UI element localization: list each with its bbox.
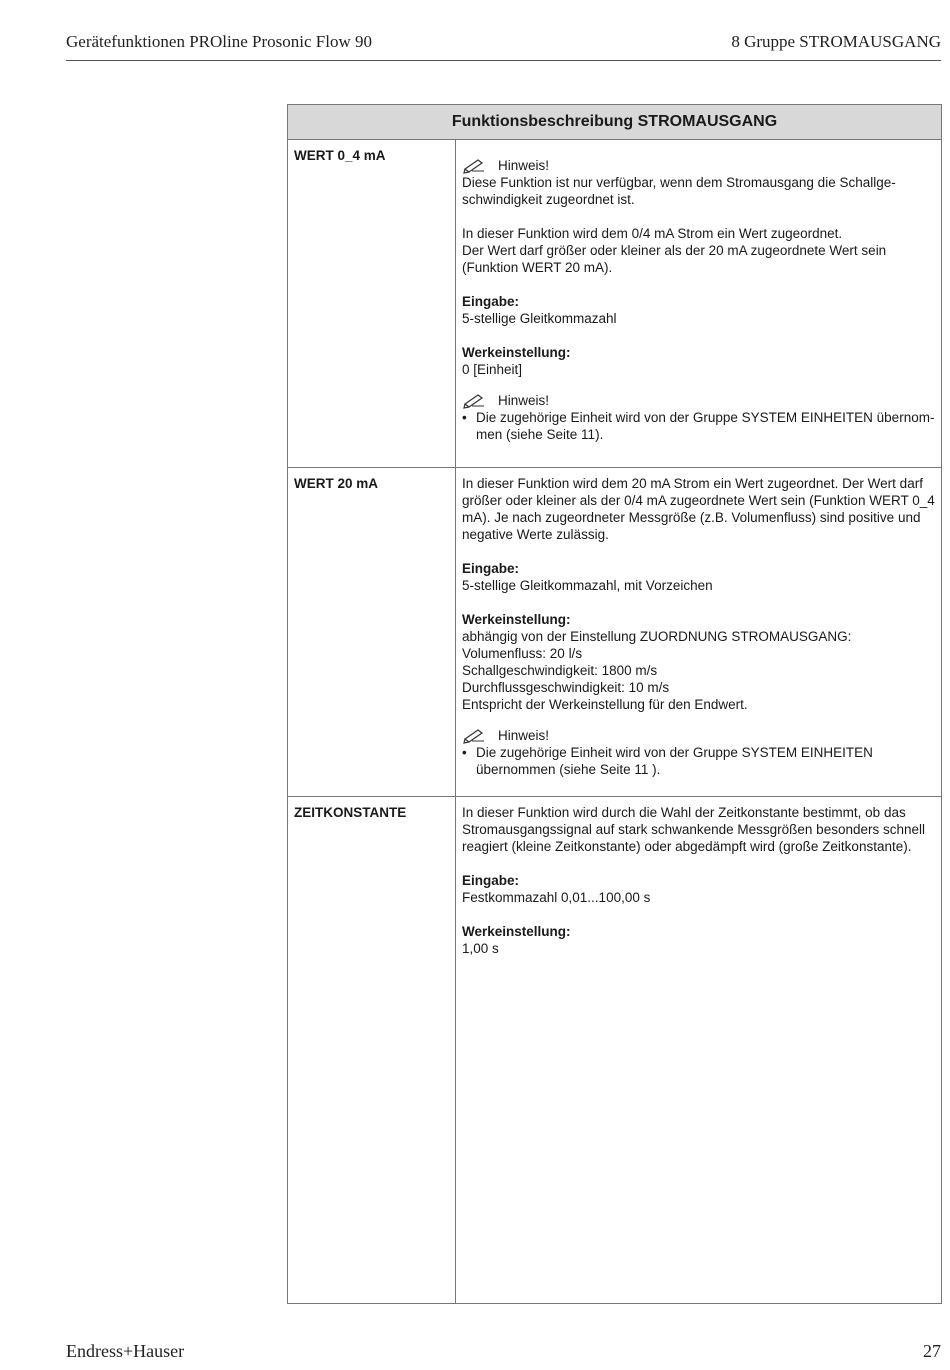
default-line: Volumenfluss: 20 l/s bbox=[462, 646, 583, 661]
function-description bbox=[456, 797, 942, 1304]
note-title: Hinweis! bbox=[498, 158, 550, 173]
running-header-section: 8 Gruppe STROMAUSGANG bbox=[731, 32, 941, 51]
default-section bbox=[462, 923, 935, 957]
function-description bbox=[456, 468, 942, 797]
function-name: WERT 0_4 mA bbox=[288, 140, 456, 468]
default-line: Durchflussgeschwindigkeit: 10 m/s bbox=[462, 680, 670, 695]
pencil-icon bbox=[462, 158, 488, 174]
default-line: abhängig von der Einstellung ZUORDNUNG STROMAUSGANG: bbox=[462, 629, 852, 644]
note-bullet-item bbox=[462, 744, 935, 778]
table-row bbox=[288, 797, 942, 1304]
intro-line: Der Wert darf größer oder kleiner als der 20 mA zugeordnete Wert sein (Funktion WERT 20 mA). bbox=[462, 243, 887, 275]
input-value: 5-stellige Gleitkommazahl, mit Vorzeichen bbox=[462, 578, 713, 593]
table-title: Funktionsbeschreibung STROMAUSGANG bbox=[288, 105, 942, 140]
intro-line: In dieser Funktion wird dem 0/4 mA Strom ein Wert zugeordnet. bbox=[462, 226, 843, 241]
bullet-icon: • bbox=[462, 745, 467, 760]
function-description-table bbox=[287, 104, 942, 1304]
default-label: Werkeinstellung: bbox=[462, 345, 571, 360]
default-line: Entspricht der Werkeinstellung für den Endwert. bbox=[462, 697, 748, 712]
function-name: WERT 20 mA bbox=[288, 468, 456, 797]
running-header-title: Gerätefunktionen PROline Prosonic Flow 90 bbox=[66, 32, 372, 51]
pencil-icon bbox=[462, 393, 488, 409]
default-label: Werkeinstellung: bbox=[462, 924, 571, 939]
input-value: Festkommazahl 0,01...100,00 s bbox=[462, 890, 651, 905]
header-divider bbox=[66, 60, 941, 61]
intro-paragraph bbox=[462, 225, 935, 276]
function-description bbox=[456, 140, 942, 468]
bullet-icon: • bbox=[462, 410, 467, 425]
note-heading bbox=[462, 727, 935, 744]
note-bullet-text: Die zugehörige Einheit wird von der Gruppe SYSTEM EINHEITEN übernom-men (siehe Seite 11). bbox=[476, 410, 935, 442]
note-text: Diese Funktion ist nur verfügbar, wenn dem Stromausgang die Schallge-schwindigkeit zugeordnet ist. bbox=[462, 175, 896, 207]
input-label: Eingabe: bbox=[462, 873, 520, 888]
table-row bbox=[288, 140, 942, 468]
input-section bbox=[462, 560, 935, 594]
brand-logo-text: Endress+Hauser bbox=[66, 1341, 185, 1361]
default-value: 1,00 s bbox=[462, 941, 499, 956]
default-label: Werkeinstellung: bbox=[462, 612, 571, 627]
note-title: Hinweis! bbox=[498, 728, 550, 743]
note-title: Hinweis! bbox=[498, 393, 550, 408]
note-bullet-text: Die zugehörige Einheit wird von der Gruppe SYSTEM EINHEITEN übernommen (siehe Seite 11 ). bbox=[476, 745, 873, 777]
input-section bbox=[462, 872, 935, 906]
input-section bbox=[462, 293, 935, 327]
page-number: 27 bbox=[923, 1341, 941, 1361]
table-row bbox=[288, 468, 942, 797]
default-section bbox=[462, 344, 935, 378]
default-section bbox=[462, 611, 935, 713]
default-line: Schallgeschwindigkeit: 1800 m/s bbox=[462, 663, 658, 678]
default-value: 0 [Einheit] bbox=[462, 362, 523, 377]
intro-paragraph: In dieser Funktion wird dem 20 mA Strom ein Wert zugeordnet. Der Wert darf größer oder kleiner als der 0/4 mA zugeordnete Wert sein (Funktion WERT 0_4 mA). Je nach zugeordneter Messgröße (z.B. Volumenfluss) sind positive und negative Werte zulässig. bbox=[462, 476, 935, 542]
intro-paragraph: In dieser Funktion wird durch die Wahl der Zeitkonstante bestimmt, ob das Stromausgangssignal auf stark schwankende Messgrößen besonders schnell reagiert (kleine Zeitkonstante) oder abgedämpft wird (große Zeitkonstante). bbox=[462, 805, 926, 854]
note-bullet-item bbox=[462, 409, 935, 443]
input-label: Eingabe: bbox=[462, 561, 520, 576]
note-heading bbox=[462, 392, 935, 409]
input-label: Eingabe: bbox=[462, 294, 520, 309]
function-name: ZEITKONSTANTE bbox=[288, 797, 456, 1304]
pencil-icon bbox=[462, 728, 488, 744]
input-value: 5-stellige Gleitkommazahl bbox=[462, 311, 617, 326]
note-heading bbox=[462, 157, 935, 174]
